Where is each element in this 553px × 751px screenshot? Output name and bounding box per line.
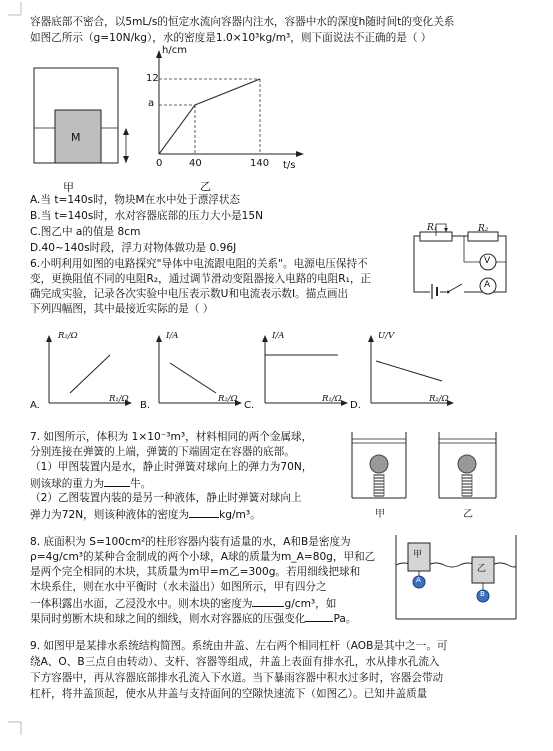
q7-caption-yi: 乙: [463, 509, 473, 520]
q9-line-2: 绕A、O、B三点自由转动）、支杆、容器等组成，井盖上表面有排水孔，水从排水孔流入: [30, 656, 440, 668]
graph-d-ylabel: U/V: [378, 331, 395, 341]
q9-line-1: 9. 如图甲是某排水系统结构简图。系统由井盖、左右两个相同杠杆（AOB是其中之一。可: [30, 640, 448, 652]
figure-yi-graph: [140, 48, 310, 198]
q7-line-5: （2）乙图装置内装的是另一种液体，静止时弹簧对球向上: [30, 492, 302, 504]
q8-line-5-text: 一体积露出水面，乙浸没水中。则木块的密度为: [30, 598, 253, 610]
ball-b-label: B: [480, 590, 485, 598]
circuit-r2-label: R₂: [478, 224, 489, 234]
q7-jia-spring: [374, 474, 384, 496]
q8-line-4: 木块系住，则在水中平衡时（水未溢出）如图所示，甲有四分之: [30, 581, 327, 593]
q8-line-6-tail: Pa。: [333, 613, 357, 625]
graph-d-option: D.: [350, 400, 361, 411]
figure-yi-caption: 乙: [200, 180, 211, 193]
q7-line-4-tail: 牛。: [130, 478, 152, 490]
q6-stem-line-2: 变，更换阻值不同的电阻R₂，通过调节滑动变阻器接入电路的电阻R₁，正: [30, 273, 372, 285]
q6-stem-line-4: 下列四幅图，其中最接近实际的是（ ）: [30, 303, 214, 315]
q7-line-6: [30, 507, 261, 522]
q8-figure: [392, 533, 520, 623]
q7-caption-jia: 甲: [375, 509, 385, 520]
corner-mark-top-left: [8, 2, 22, 16]
q7-line-6-tail: kg/m³。: [219, 509, 261, 521]
h-t-curve: [159, 79, 260, 154]
figure-jia-container: [28, 60, 138, 190]
q5-option-c: C.图乙中 a的值是 8cm: [30, 226, 141, 238]
corner-mark-bottom-left: [8, 722, 22, 736]
q8-line-5-tail: g/cm³，如: [284, 598, 337, 610]
q7-yi-spring: [462, 474, 472, 496]
q8-line-2: ρ=4g/cm³的某种合金制成的两个小球，A球的质量为m_A=80g，甲和乙: [30, 551, 376, 563]
q7-line-6-text: 弹力为72N，则该种液体的密度为: [30, 509, 190, 521]
graph-d-xlabel: R₂/Ω: [429, 394, 449, 404]
q7-answer-blank-1[interactable]: [104, 476, 130, 487]
q8-line-1: 8. 底面积为 S=100cm²的柱形容器内装有适量的水，A和B是密度为: [30, 536, 351, 548]
q8-answer-blank-1[interactable]: [252, 596, 284, 607]
graph-c-xlabel: R₁/Ω: [322, 394, 342, 404]
q5-option-a: A.当 t=140s时，物块M在水中处于漂浮状态: [30, 194, 241, 206]
q5-stem-line-2: 如图乙所示（g=10N/kg），水的密度是1.0×10³kg/m³，则下面说法不正确的是（ ）: [30, 32, 432, 44]
graph-a-ylabel: R₂/Ω: [58, 331, 78, 341]
q8-line-6-text: 果同时剪断木块和球之间的细线，则水对容器底的压强变化: [30, 613, 306, 625]
wood-yi-label: 乙: [477, 564, 487, 574]
y-tick-a: a: [148, 98, 155, 109]
graph-c-option: C.: [244, 400, 255, 411]
q7-line-1: 7. 如图所示，体积为 1×10⁻³m³，材料相同的两个金属球，: [30, 431, 313, 443]
q7-line-3: （1）甲图装置内是水，静止时弹簧对球向上的弹力为70N，: [30, 461, 313, 473]
y-tick-12: 12: [146, 73, 159, 84]
ammeter-label: A: [484, 280, 491, 290]
q6-stem-line-3: 确完成实验，记录各次实验中电压表示数U和电流表示数I。描点画出: [30, 288, 349, 300]
x-tick-140: 140: [250, 158, 270, 169]
block-m-label: M: [71, 131, 81, 144]
q8-line-3: 是两个完全相同的木块，其质量为m甲=m乙=300g。若用细线把球和: [30, 566, 361, 578]
graph-a-xlabel: R₁/Ω: [109, 394, 129, 404]
graph-a-option: A.: [30, 400, 40, 411]
q7-line-2: 分别连接在弹簧的上端，弹簧的下端固定在容器的底部。: [30, 446, 295, 458]
q7-line-4: [30, 476, 151, 491]
x-tick-0: 0: [156, 158, 163, 169]
q9-line-3: 下方容器中，再从容器底部排水孔流入下水道。当下暴雨容器中积水过多时，容器会带动: [30, 672, 444, 684]
q6-stem-line-1: 6.小明利用如图的电路探究"导体中电流跟电阻的关系"。电源电压保持不: [30, 258, 368, 270]
graph-b-option: B.: [140, 400, 151, 411]
y-axis-label: h/cm: [162, 45, 187, 56]
q5-stem-line-1: 容器底部不密合，以5mL/s的恒定水流向容器内注水，容器中水的深度h随时间t的变化关系: [30, 16, 455, 28]
q7-figure: [344, 430, 514, 515]
circuit-r1-label: R₁: [427, 223, 438, 233]
figure-jia-caption: 甲: [63, 181, 74, 194]
q8-line-6: [30, 611, 356, 626]
q7-answer-blank-2[interactable]: [189, 507, 219, 518]
q7-yi-ball: [458, 455, 476, 473]
q7-line-4-text: 则该球的重力为: [30, 478, 105, 490]
q5-option-d: D.40~140s时段，浮力对物体做功是 0.96J: [30, 242, 237, 254]
q7-jia-ball: [370, 455, 388, 473]
q5-option-b: B.当 t=140s时，水对容器底部的压力大小是15N: [30, 210, 264, 222]
graph-c-ylabel: I/A: [272, 331, 285, 341]
voltmeter-label: V: [484, 256, 491, 266]
graph-b-ylabel: I/A: [166, 331, 179, 341]
ball-a-label: A: [416, 576, 421, 584]
wood-jia-label: 甲: [413, 550, 423, 560]
q9-line-4: 杠杆，将井盖顶起，使水从井盖与支持面间的空隙快速流下（如图乙）。已知井盖质量: [30, 688, 428, 700]
q8-line-5: [30, 596, 336, 611]
graph-b-xlabel: R₂/Ω: [218, 394, 238, 404]
circuit-diagram: [406, 220, 516, 302]
x-tick-40: 40: [189, 158, 202, 169]
q8-answer-blank-2[interactable]: [305, 611, 333, 622]
x-axis-label: t/s: [283, 160, 296, 171]
